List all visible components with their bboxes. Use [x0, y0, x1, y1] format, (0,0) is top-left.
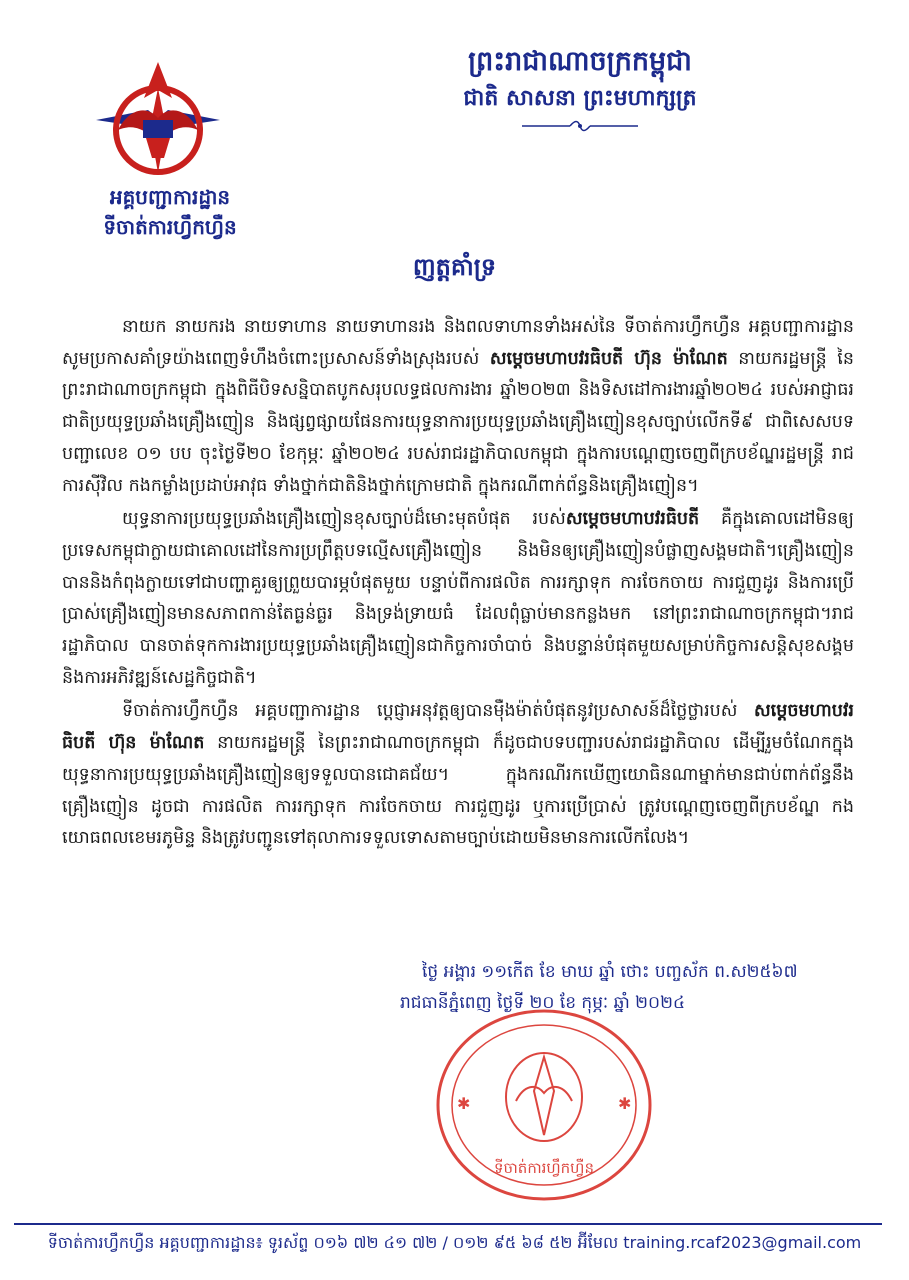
org-line-2: ទីចាត់ការហ្វឹកហ្វឺន	[103, 215, 237, 239]
lunar-date: ថ្ងៃ អង្គារ ១១កើត ខែ មាឃ ឆ្នាំ ថោះ បញ្ចស័ក ព.ស២៥៦៧	[422, 962, 798, 982]
paragraph-3	[62, 696, 854, 855]
seal-text: ទីចាត់ការហ្វឹកហ្វឺន	[494, 1159, 594, 1177]
official-seal	[432, 1005, 657, 1205]
document-title: ញត្តគាំទ្រ	[412, 253, 497, 281]
emblem-logo	[88, 58, 228, 178]
paragraph-text: គឺក្នុងគោលដៅមិនឲ្យប្រទេសកម្ពុជាក្លាយជាគោលដៅនៃការប្រព្រឹត្តបទល្មើសគ្រឿងញៀន និងមិនឲ្យគ្រឿងញៀនបំផ្លាញសង្គមជាតិ។គ្រឿងញៀន បាននិងកំពុងក្លាយទៅជាបញ្ហាគួរឲ្យព្រួយបារម្ភបំផុតមួយ បន្ទាប់ពីការផលិត ការរក្សាទុក ការចែកចាយ ការជួញដូរ និងការប្រើប្រាស់គ្រឿងញៀនមានសភាពកាន់តែធ្ងន់ធ្ងរ និងទ្រង់ទ្រាយធំ ដែលពុំធ្លាប់មានកន្លងមក នៅព្រះរាជាណាចក្រកម្ពុជា។រាជរដ្ឋាភិបាល បានចាត់ទុកការងារប្រយុទ្ធប្រឆាំងគ្រឿងញៀនជាកិច្ចការចាំបាច់ និងបន្ទាន់បំផុតមួយសម្រាប់កិច្ចការសន្តិសុខសង្គម និងការអភិវឌ្ឍន៍សេដ្ឋកិច្ចជាតិ។	[62, 509, 854, 688]
paragraph-2	[62, 504, 854, 694]
org-line-1: អគ្គបញ្ជាការដ្ឋាន	[109, 185, 231, 209]
paragraph-text: នាយករដ្ឋមន្ត្រី នៃព្រះរាជាណាចក្រកម្ពុជា ក៏ដូចជាបទបញ្ជារបស់រាជរដ្ឋាភិបាល ដើម្បីរួមចំណែកក្នុងយុទ្ធនាការប្រយុទ្ធប្រឆាំងគ្រឿងញៀនឲ្យទទួលបានជោគជ័យ។ ក្នុងករណីរកឃើញយោធិនណាម្នាក់មានជាប់ពាក់ព័ន្ធនឹងគ្រឿងញៀន ដូចជា ការផលិត ការរក្សាទុក ការចែកចាយ ការជួញដូរ ឬការប្រើប្រាស់ ត្រូវបណ្ដេញចេញពីក្របខ័ណ្ឌ កងយោធពលខេមរភូមិន្ទ និងត្រូវបញ្ជូនទៅតុលាការទទួលទោសតាមច្បាប់ដោយមិនមានការលើកលែង។	[62, 733, 854, 849]
divider-ornament	[300, 118, 860, 134]
footer-contact: ទីចាត់ការហ្វឹកហ្វឺន អគ្គបញ្ជាការដ្ឋាន៖ ទូរស័ព្ទ ០១៦ ៧២ ៤១ ៧២ / ០១២ ៩៥ ៦៨ ៥២ អ៊ីមែល training.rcaf2023@gmail.com	[47, 1233, 862, 1252]
footer-divider	[14, 1223, 882, 1225]
national-motto: ជាតិ សាសនា ព្រះមហាក្សត្រ	[463, 86, 697, 111]
paragraph-text: នាយករដ្ឋមន្ត្រី នៃព្រះរាជាណាចក្រកម្ពុជា ក្នុងពិធីបិទសន្និបាតបូកសរុបលទ្ធផលការងារ ឆ្នាំ២០២៣ និងទិសដៅការងារឆ្នាំ២០២៤ របស់អាជ្ញាធរជាតិប្រយុទ្ធប្រឆាំងគ្រឿងញៀន និងផ្សព្វផ្សាយផែនការយុទ្ធនាការប្រយុទ្ធប្រឆាំងគ្រឿងញៀនខុសច្បាប់លើកទី៩ ជាពិសេសបទបញ្ជាលេខ ០១ បប ចុះថ្ងៃទី២០ ខែកុម្ភៈ ឆ្នាំ២០២៤ របស់រាជរដ្ឋាភិបាលកម្ពុជា ក្នុងការបណ្ដេញចេញពីក្របខ័ណ្ឌរដ្ឋមន្ត្រី រាជការស៊ីវិល កងកម្លាំងប្រដាប់អាវុធ ទាំងថ្នាក់ជាតិនិងថ្នាក់ក្រោមជាតិ ក្នុងករណីពាក់ព័ន្ធនិងគ្រឿងញៀន។	[62, 348, 854, 496]
paragraph-text: ទីចាត់ការហ្វឹកហ្វឺន អគ្គបញ្ជាការដ្ឋាន ប្ដេជ្ញាអនុវត្តឲ្យបានម៉ឺងម៉ាត់បំផុតនូវប្រសាសន៍ដ៏ថ្លៃថ្លារបស់	[122, 701, 755, 722]
kingdom-name: ព្រះរាជាណាចក្រកម្ពុជា	[468, 46, 692, 77]
highlighted-name: សម្ដេចមហាបវរធិបតី ហ៊ុន ម៉ាណែត	[62, 701, 854, 754]
highlighted-name: សម្ដេចមហាបវរធិបតី ហ៊ុន ម៉ាណែត	[489, 348, 728, 369]
document-body	[62, 312, 854, 857]
national-header	[300, 42, 860, 116]
solar-date: រាជធានីភ្នំពេញ ថ្ងៃទី ២០ ខែ កុម្ភៈ ឆ្នាំ ២០២៤	[400, 993, 685, 1013]
paragraph-1	[62, 312, 854, 502]
svg-text:✱: ✱	[457, 1094, 471, 1113]
paragraph-text: នាយក នាយករង នាយទាហាន នាយទាហានរង និងពលទាហានទាំងអស់នៃ ទីចាត់ការហ្វឹកហ្វឺន អគ្គបញ្ជាការដ្ឋាន សូមប្រកាសគាំទ្រយ៉ាងពេញទំហឹងចំពោះប្រសាសន៍ទាំងស្រុងរបស់	[62, 317, 854, 369]
highlighted-name: សម្ដេចមហាបវរធិបតី	[565, 509, 700, 530]
organization-name	[70, 182, 270, 242]
svg-text:✱: ✱	[618, 1094, 632, 1113]
paragraph-text: យុទ្ធនាការប្រយុទ្ធប្រឆាំងគ្រឿងញៀនខុសច្បាប់ដ៏មោះមុតបំផុត របស់	[122, 509, 566, 530]
